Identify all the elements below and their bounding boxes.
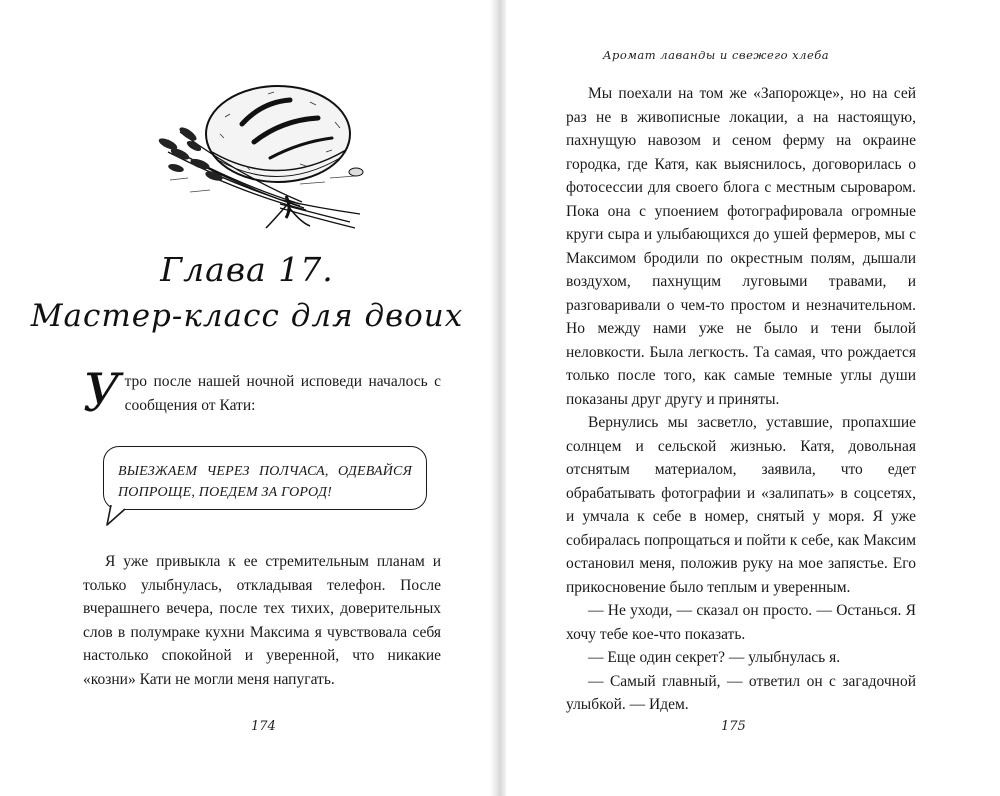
page-number: 175 [721,719,746,734]
paragraph: Вернулись мы засветло, уставшие, пропахшие солнцем и сельской жизнью. Катя, довольная отснятым материалом, заявила, что едет обрабатывать фотографии и «залипать» в соцсетях, и умчала к себе в номер, снятый у моря. Я уже собиралась попрощаться и пойти к себе, как Максим остановил меня, положив руку на мое запястье. Его прикосновение было теплым и уверенным. [566,414,916,596]
chapter-number: Глава 17. [160,250,334,289]
message-text: ВЫЕЗЖАЕМ ЧЕРЕЗ ПОЛЧАСА, ОДЕВАЙСЯ ПОПРОЩЕ, ПОЕДЕМ ЗА ГОРОД! [118,464,412,500]
chapter-intro [83,364,441,424]
chapter-title: Мастер-класс для двоих [30,298,464,334]
bread-lavender-icon [150,72,375,230]
bubble-tail-icon [103,505,133,527]
paragraph: — Самый главный, — ответил он с загадочной улыбкой. — Идем. [566,672,916,713]
message-bubble [103,446,427,510]
left-body-text [83,550,441,691]
right-page [506,0,1000,796]
intro-text: тро после нашей ночной исповеди началось с сообщения от Кати: [124,373,441,414]
paragraph: — Еще один секрет? — улыбнулась я. [588,649,841,666]
paragraph: Я уже привыкла к ее стремительным планам и только улыбнулась, откладывая телефон. После вчерашнего вечера, после тех тихих, доверительных слов в полумраке кухни Максима я чувствовала себя настолько спокойной и уверенной, что никакие «козни» Кати не могли меня напугать. [83,553,441,688]
right-body-text [566,82,916,717]
running-head: Аромат лаванды и свежего хлеба [602,48,830,62]
page-number: 174 [251,719,276,734]
left-page [0,0,494,796]
paragraph: — Не уходи, — сказал он просто. — Останься. Я хочу тебе кое-что показать. [566,602,916,643]
drop-cap: У [83,364,121,424]
paragraph: Мы поехали на том же «Запорожце», но на сей раз не в живописные локации, а на настоящую, пахнущую навозом и сеном ферму на окраине городка, где Катя, как выяснилось, договорилась о фотосессии для своего блога с местным сыроваром. Пока она с упоением фотографировала огромные круги сыра и улыбающихся до ушей фермеров, мы с Максимом бродили по окрестным полям, дышали воздухом, пахнущим луговыми травами, и разговаривали о чем-то простом и незначительном. Но между нами уже не было и тени былой неловкости. Была легкость. Та самая, что рождается только после того, как самые темные углы души показаны друг другу и приняты. [566,85,916,408]
